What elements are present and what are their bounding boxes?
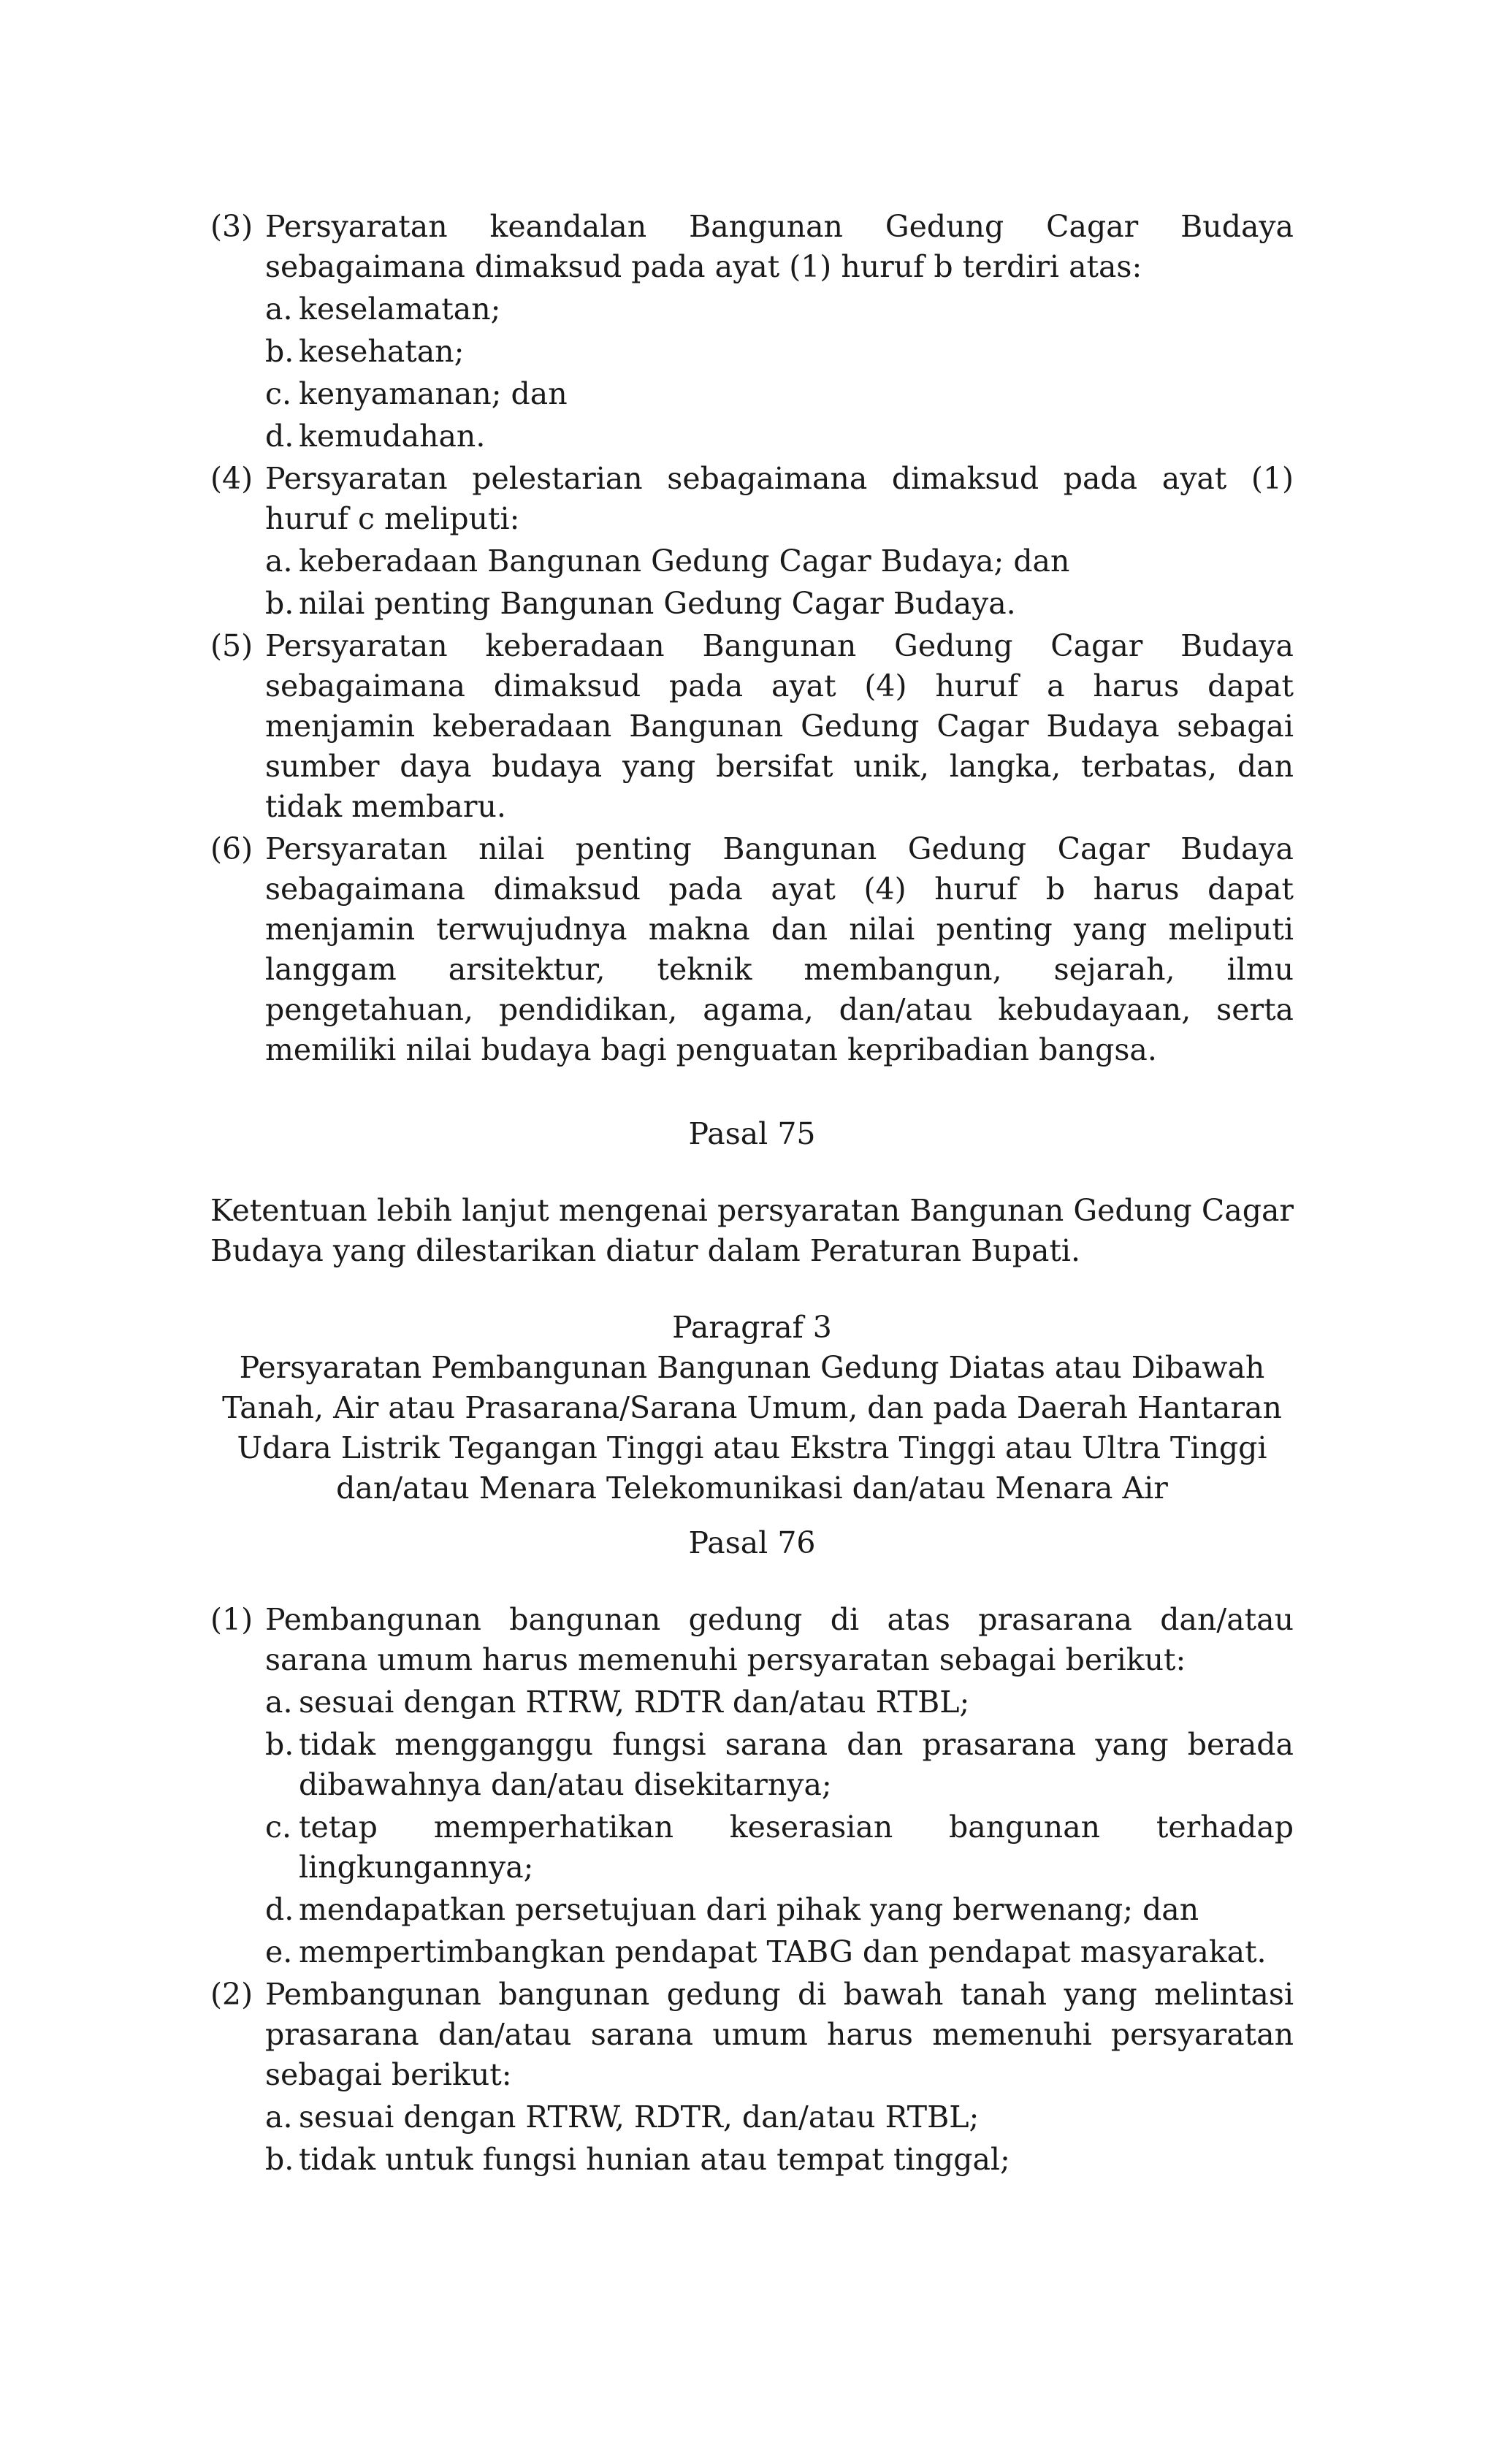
ayat-3 [210, 207, 1294, 287]
pasal-76-ayat-1 [210, 1600, 1294, 1680]
paragraf-3-title: Paragraf 3 [672, 1310, 832, 1345]
sub-letter: b. [265, 334, 294, 369]
ayat-text: Persyaratan pelestarian sebagaimana dimaksud pada ayat (1) huruf c meliputi: [265, 461, 1294, 536]
sub-item [265, 2140, 1294, 2180]
ayat-number: (2) [210, 1977, 253, 2012]
pasal-76-title: Pasal 76 [688, 1525, 816, 1560]
sub-item [265, 374, 1294, 414]
sub-text: kesehatan; [299, 334, 465, 369]
sub-letter: c. [265, 376, 291, 411]
sub-letter: a. [265, 1685, 293, 1720]
sub-text: sesuai dengan RTRW, RDTR, dan/atau RTBL; [299, 2099, 980, 2135]
pasal-75-text: Ketentuan lebih lanjut mengenai persyaratan Bangunan Gedung Cagar Budaya yang dilestarikan diatur dalam Peraturan Bupati. [210, 1193, 1294, 1268]
ayat-number: (1) [210, 1602, 253, 1637]
sub-text: nilai penting Bangunan Gedung Cagar Budaya. [299, 586, 1016, 621]
ayat-5 [210, 626, 1294, 827]
paragraf-3-heading-line: Udara Listrik Tegangan Tinggi atau Ekstra Tinggi atau Ultra Tinggi [237, 1430, 1267, 1465]
ayat-number: (4) [210, 461, 253, 496]
sub-text: tidak mengganggu fungsi sarana dan prasarana yang berada dibawahnya dan/atau disekitarnya; [299, 1727, 1294, 1802]
ayat-number: (6) [210, 831, 253, 866]
sub-letter: b. [265, 1727, 294, 1762]
sub-text: kemudahan. [299, 419, 486, 454]
sub-letter: a. [265, 2099, 293, 2135]
sub-text: mendapatkan persetujuan dari pihak yang berwenang; dan [299, 1892, 1199, 1927]
ayat-text: Persyaratan keandalan Bangunan Gedung Cagar Budaya sebagaimana dimaksud pada ayat (1) huruf b terdiri atas: [265, 209, 1294, 284]
paragraf-3-heading-line: Persyaratan Pembangunan Bangunan Gedung Diatas atau Dibawah [239, 1350, 1265, 1385]
ayat-4 [210, 459, 1294, 539]
document-page [210, 207, 1294, 2180]
pasal-75-title: Pasal 75 [688, 1116, 816, 1151]
sub-text: keberadaan Bangunan Gedung Cagar Budaya; dan [299, 543, 1070, 579]
sub-item [265, 1682, 1294, 1723]
sub-letter: a. [265, 291, 293, 327]
ayat-text: Persyaratan nilai penting Bangunan Gedung Cagar Budaya sebagaimana dimaksud pada ayat (4) huruf b harus dapat menjamin terwujudnya makna dan nilai penting yang meliputi langgam arsitektur, teknik membangun, sejarah, ilmu pengetahuan, pendidikan, agama, dan/atau kebudayaan, serta memiliki nilai budaya bagi penguatan kepribadian bangsa. [265, 831, 1294, 1067]
sub-text: mempertimbangkan pendapat TABG dan pendapat masyarakat. [299, 1934, 1267, 1969]
sub-text: tetap memperhatikan keserasian bangunan terhadap lingkungannya; [299, 1809, 1294, 1885]
sub-letter: d. [265, 1892, 294, 1927]
ayat-text: Pembangunan bangunan gedung di bawah tanah yang melintasi prasarana dan/atau sarana umum harus memenuhi persyaratan sebagai berikut: [265, 1977, 1294, 2092]
ayat-number: (5) [210, 628, 253, 663]
ayat-text: Persyaratan keberadaan Bangunan Gedung Cagar Budaya sebagaimana dimaksud pada ayat (4) huruf a harus dapat menjamin keberadaan Bangunan Gedung Cagar Budaya sebagai sumber daya budaya yang bersifat unik, langka, terbatas, dan tidak membaru. [265, 628, 1294, 824]
sub-item [265, 1932, 1294, 1972]
sub-text: kenyamanan; dan [299, 376, 568, 411]
sub-item [265, 584, 1294, 624]
sub-item [265, 2097, 1294, 2137]
sub-item [265, 541, 1294, 581]
sub-letter: b. [265, 2142, 294, 2177]
sub-letter: d. [265, 419, 294, 454]
sub-letter: e. [265, 1934, 293, 1969]
sub-text: tidak untuk fungsi hunian atau tempat tinggal; [299, 2142, 1010, 2177]
sub-item [265, 1890, 1294, 1930]
sub-letter: a. [265, 543, 293, 579]
pasal-76-ayat-2 [210, 1975, 1294, 2095]
paragraf-3-heading-line: dan/atau Menara Telekomunikasi dan/atau Menara Air [336, 1471, 1168, 1506]
sub-letter: c. [265, 1809, 291, 1845]
ayat-6 [210, 829, 1294, 1070]
sub-item [265, 289, 1294, 329]
sub-item [265, 1807, 1294, 1888]
sub-item [265, 332, 1294, 372]
ayat-number: (3) [210, 209, 253, 244]
sub-item [265, 416, 1294, 457]
sub-item [265, 1725, 1294, 1805]
sub-letter: b. [265, 586, 294, 621]
sub-text: sesuai dengan RTRW, RDTR dan/atau RTBL; [299, 1685, 970, 1720]
ayat-text: Pembangunan bangunan gedung di atas prasarana dan/atau sarana umum harus memenuhi persyaratan sebagai berikut: [265, 1602, 1294, 1677]
paragraf-3-heading-line: Tanah, Air atau Prasarana/Sarana Umum, dan pada Daerah Hantaran [222, 1390, 1282, 1425]
sub-text: keselamatan; [299, 291, 501, 327]
